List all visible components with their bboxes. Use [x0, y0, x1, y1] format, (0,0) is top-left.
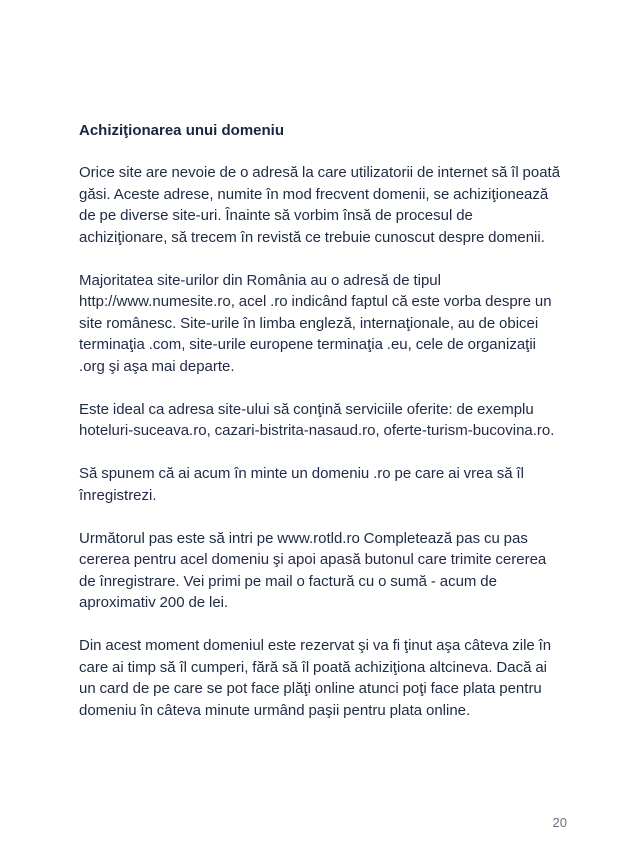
paragraph-5: Următorul pas este să intri pe www.rotld.ro Completează pas cu pas cererea pentru acel domeniu şi apoi apasă butonul care trimite cererea de înregistrare. Vei primi pe mail o factură cu o sumă - acum de aproximativ 200 de lei.	[79, 529, 547, 611]
paragraph-1: Orice site are nevoie de o adresă la care utilizatorii de internet să îl poată găsi. Aceste adrese, numite în mod frecvent domenii, se achiziţionează de pe diverse site-uri. Înainte să vorbim însă de procesul de achiziţionare, să trecem în revistă ce trebuie cunoscut despre domenii.	[79, 164, 561, 246]
paragraph-6: Din acest moment domeniul este rezervat şi va fi ţinut aşa câteva zile în care ai timp să îl cumperi, fără să îl poată achiziţiona altcineva. Dacă ai un card de pe care se pot face plăţi online atunci poţi face plata pentru domeniu în câteva minute urmând paşii pentru plata online.	[79, 637, 552, 719]
page-number: 20	[552, 815, 567, 830]
paragraph-3: Este ideal ca adresa site-ului să conţină serviciile oferite: de exemplu hoteluri-suceava.ro, cazari-bistrita-nasaud.ro, oferte-turism-bucovina.ro.	[79, 400, 555, 439]
paragraph-4: Să spunem că ai acum în minte un domeniu .ro pe care ai vrea să îl înregistrezi.	[79, 465, 524, 504]
section-title: Achiziţionarea unui domeniu	[79, 122, 285, 139]
paragraph-2: Majoritatea site-urilor din România au o adresă de tipul http://www.numesite.ro, acel .ro indicând faptul că este vorba despre un site românesc. Site-urile în limba engleză, internaţionale, au de obicei terminaţia .com, site-urile europene terminaţia .eu, cele de organizaţii .org şi aşa mai departe.	[79, 271, 552, 375]
page-content	[79, 120, 565, 743]
